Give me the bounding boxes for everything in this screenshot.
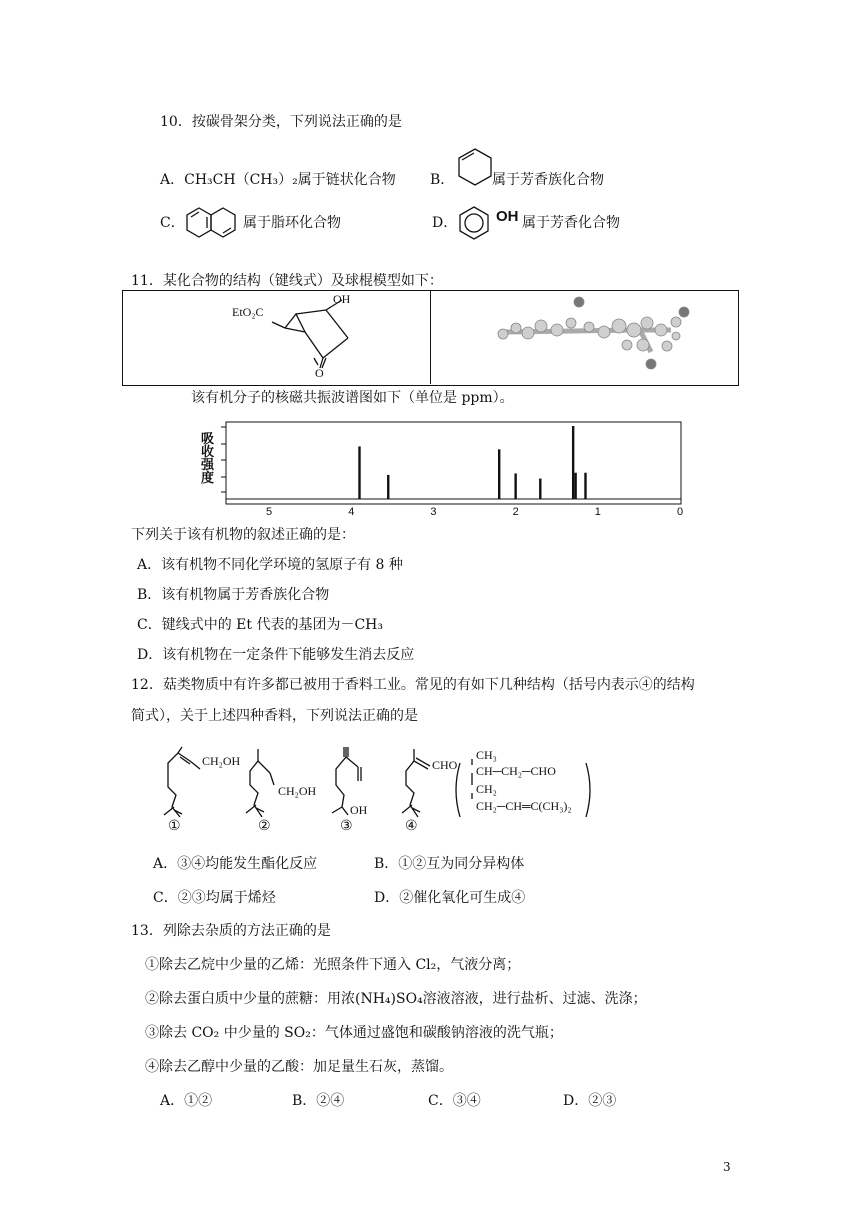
label-4: ④ [405,818,418,834]
cond-row3: CH₂─CH═C(CH₃)₂ [476,799,572,813]
m4-group: CHO [432,758,458,772]
nmr-tick-label: 0 [676,506,684,518]
m2-group: CH₂OH [278,784,317,798]
nmr-intro: 该有机分子的核磁共振波谱图如下（单位是 ppm）。 [191,390,514,406]
q13-option-b: B．②④ [292,1093,345,1109]
q11-option-c: C．键线式中的 Et 代表的基团为－CH₃ [137,617,383,633]
cond-ch2: CH₂ [476,782,497,796]
nmr-tick-label: 3 [430,506,437,518]
label-1: ① [168,818,181,834]
ketone-o-label: O [315,366,324,380]
q13-item-2: ②除去蛋白质中少量的蔗糖：用浓(NH₄)SO₄溶液溶液，进行盐析、过滤、洗涤； [145,991,647,1007]
page-number: 3 [723,1160,731,1174]
q10-option-c-label: C． [160,215,185,231]
m1-group: CH₂OH [202,754,241,768]
oh-label: OH [333,292,351,306]
q11-option-d: D．该有机物在一定条件下能够发生消去反应 [137,647,415,663]
phenol-ring-structure [458,206,494,240]
cond-row1: CH─CH₂─CHO [476,764,556,778]
nmr-ylabel-1: 吸 [201,432,215,447]
q11-lead: 下列关于该有机物的叙述正确的是： [131,527,355,543]
label-2: ② [258,818,271,834]
q12-stem-line2: 简式），关于上述四种香料，下列说法正确的是 [131,708,418,724]
ball-stick-model [431,290,731,384]
cond-ch3: CH₃ [476,748,497,762]
nmr-ylabel-2: 收 [201,445,215,460]
q13-option-d: D．②③ [563,1093,617,1109]
q10-stem: 10．按碳骨架分类，下列说法正确的是 [160,114,402,130]
q11-stem: 11．某化合物的结构（键线式）及球棍模型如下： [131,273,443,289]
q11-option-a: A．该有机物不同化学环境的氢原子有 8 种 [137,557,403,573]
q10-option-c-text: 属于脂环化合物 [243,215,341,231]
label-3: ③ [340,818,353,834]
q10-option-b-label: B． [430,172,455,188]
q13-item-3: ③除去 CO₂ 中少量的 SO₂：气体通过盛饱和碳酸钠溶液的洗气瓶； [145,1025,563,1041]
nmr-tick-label: 1 [594,506,601,518]
nmr-ylabel-4: 度 [201,471,215,486]
q13-item-4: ④除去乙醇中少量的乙酸：加足量生石灰，蒸馏。 [145,1059,453,1075]
q13-option-c: C．③④ [428,1093,481,1109]
q12-option-a: A．③④均能发生酯化反应 [153,856,318,872]
eto2c-label: EtO₂C [232,305,264,319]
q10-option-d-text: 属于芳香化合物 [522,215,620,231]
q10-option-d-label: D． [432,215,458,231]
phenol-oh: OH [496,208,519,225]
q12-stem-line1: 12．菇类物质中有许多都已被用于香料工业。常见的有如下几种结构（括号内表示④的结构 [131,677,695,693]
q10-option-b-text: 属于芳香族化合物 [492,172,604,188]
nmr-tick-label: 4 [348,506,355,518]
q12-option-d: D．②催化氧化可生成④ [374,890,526,906]
q13-item-1: ①除去乙烷中少量的乙烯：光照条件下通入 Cl₂，气液分离； [145,957,521,973]
q12-option-c: C．②③均属于烯烃 [153,890,276,906]
nmr-spectrum-chart [220,420,690,520]
nmr-tick-label: 2 [512,506,519,518]
cyclohexene-structure [455,147,495,187]
q12-option-b: B．①②互为同分异构体 [374,856,525,872]
naphthalene-structure [185,207,237,239]
q13-option-a: A．①② [160,1093,213,1109]
nmr-tick-label: 5 [266,506,273,518]
q10-option-a: A．CH₃CH（CH₃）₂属于链状化合物 [160,172,396,188]
m3-group: OH [350,803,368,817]
q13-stem: 13．列除去杂质的方法正确的是 [131,923,331,939]
q11-option-b: B．该有机物属于芳香族化合物 [137,587,330,603]
nmr-ylabel-3: 强 [201,458,215,473]
